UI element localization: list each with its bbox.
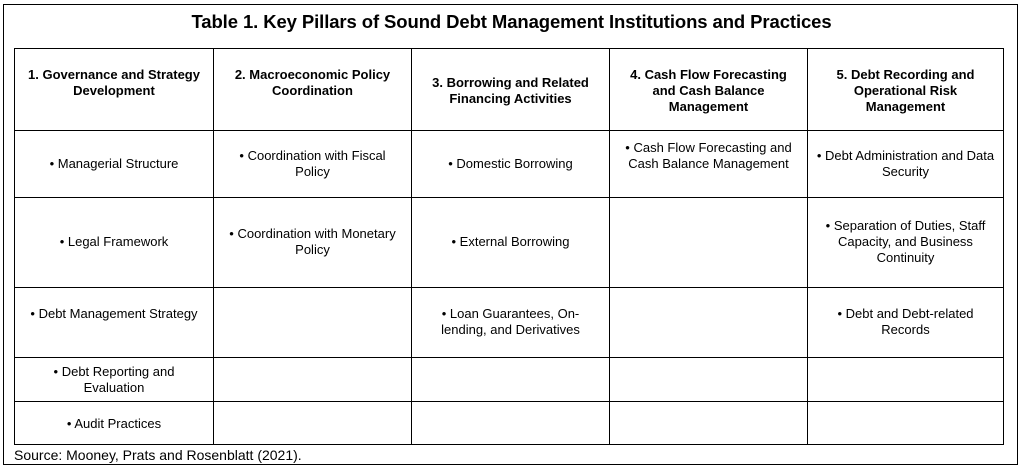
column-header: 5. Debt Recording and Operational Risk Management xyxy=(808,49,1004,131)
table-cell xyxy=(412,358,610,402)
table-cell: • Managerial Structure xyxy=(15,131,214,198)
column-header: 1. Governance and Strategy Development xyxy=(15,49,214,131)
table-cell: • Audit Practices xyxy=(15,402,214,445)
table-cell: • Domestic Borrowing xyxy=(412,131,610,198)
table-cell: • Separation of Duties, Staff Capacity, and Business Continuity xyxy=(808,198,1004,288)
table-cell: • Debt Reporting and Evaluation xyxy=(15,358,214,402)
table-cell: • Debt and Debt-related Records xyxy=(808,288,1004,358)
source-note: Source: Mooney, Prats and Rosenblatt (2021). xyxy=(14,447,302,463)
column-header: 3. Borrowing and Related Financing Activities xyxy=(412,49,610,131)
table-cell: • External Borrowing xyxy=(412,198,610,288)
header-row xyxy=(15,49,1004,131)
table-cell xyxy=(214,402,412,445)
pillars-table xyxy=(14,48,1004,445)
column-header: 2. Macroeconomic Policy Coordination xyxy=(214,49,412,131)
table-row xyxy=(15,198,1004,288)
table-cell: • Cash Flow Forecasting and Cash Balance Management xyxy=(610,131,808,198)
table-cell xyxy=(808,402,1004,445)
table-cell: • Coordination with Monetary Policy xyxy=(214,198,412,288)
table-cell: • Loan Guarantees, On-lending, and Derivatives xyxy=(412,288,610,358)
table-row xyxy=(15,402,1004,445)
table-row xyxy=(15,288,1004,358)
table-row xyxy=(15,131,1004,198)
table-cell xyxy=(610,288,808,358)
table-cell: • Legal Framework xyxy=(15,198,214,288)
table-cell: • Debt Administration and Data Security xyxy=(808,131,1004,198)
table-cell xyxy=(412,402,610,445)
table-cell xyxy=(808,358,1004,402)
table-cell: • Coordination with Fiscal Policy xyxy=(214,131,412,198)
table-cell xyxy=(214,358,412,402)
table-cell: • Debt Management Strategy xyxy=(15,288,214,358)
table-cell xyxy=(214,288,412,358)
table-cell xyxy=(610,402,808,445)
table-cell xyxy=(610,358,808,402)
table-title: Table 1. Key Pillars of Sound Debt Management Institutions and Practices xyxy=(191,11,832,32)
table-row xyxy=(15,358,1004,402)
table-cell xyxy=(610,198,808,288)
column-header: 4. Cash Flow Forecasting and Cash Balance Management xyxy=(610,49,808,131)
